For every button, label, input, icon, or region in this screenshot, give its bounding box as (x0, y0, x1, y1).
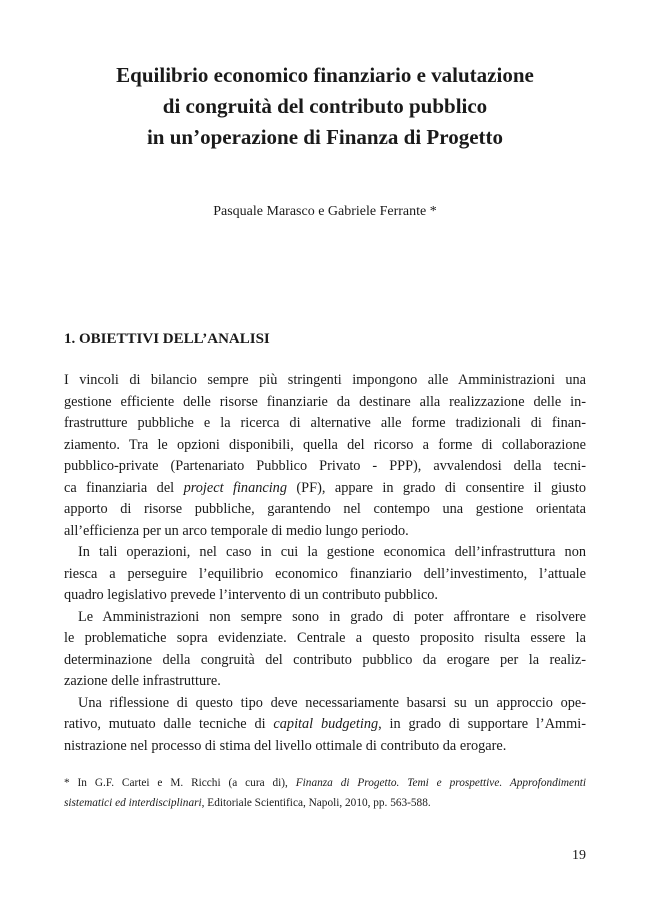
text-segment: (PF), appare in grado di consentire il giusto (286, 479, 586, 496)
text-line: riesca a perseguire l’equilibrio economico finanziario dell’investimento, l’attuale (64, 565, 586, 582)
title-line: Equilibrio economico finanziario e valutazione (116, 63, 534, 87)
text-line: quadro legislativo prevede l’intervento di un contributo pubblico. (64, 587, 439, 603)
text-line (64, 714, 586, 736)
title-line: di congruità del contributo pubblico (162, 94, 488, 118)
text-line (64, 478, 586, 500)
text-line: gestione efficiente delle risorse finanziarie da destinare alla realizzazione delle in- (64, 393, 586, 410)
body-text (64, 370, 586, 757)
text-line: ziamento. Tra le opzioni disponibili, quella del ricorso a forme di collaborazione (64, 436, 586, 453)
text-line: zazione delle infrastrutture. (64, 673, 221, 689)
title-line: in un’operazione di Finanza di Progetto (146, 125, 504, 149)
page-number: 19 (572, 848, 586, 863)
text-segment: , Editoriale Scientifica, Napoli, 2010, pp. 563-588. (201, 797, 431, 809)
text-line: apporto di risorse pubbliche, garantendo nel contempo una gestione orientata (64, 501, 586, 517)
text-segment: , in grado di supportare l’Ammi- (378, 716, 586, 732)
text-line: Una riflessione di questo tipo deve necessariamente basarsi su un approccio ope- (78, 694, 586, 711)
text-line: nistrazione nel processo di stima del livello ottimale di contributo da erogare. (64, 737, 507, 754)
section-heading: 1. OBIETTIVI DELL’ANALISI (64, 331, 270, 347)
text-line: pubblico-private (Partenariato Pubblico Privato - PPP), avvalendosi della tecni- (64, 458, 586, 474)
authors: Pasquale Marasco e Gabriele Ferrante * (213, 204, 437, 219)
text-line: frastrutture pubbliche e la ricerca di alternative alle forme tradizionali di finan- (64, 415, 586, 431)
italic-term: project financing (183, 479, 287, 496)
text-segment: ca finanziaria del (64, 479, 184, 496)
italic-term: sistematici ed interdisciplinari (64, 797, 202, 809)
italic-term: Finanza di Progetto. Temi e prospettive. Approfondimenti (295, 777, 586, 789)
text-line: all’efficienza per un arco temporale di medio lungo periodo. (64, 522, 409, 539)
text-segment: rativo, mutuato dalle tecniche di (64, 716, 274, 732)
text-line: le problematiche sopra evidenziate. Centrale a questo proposito risulta essere la (64, 630, 586, 646)
text-segment: * In G.F. Cartei e M. Ricchi (a cura di), (64, 777, 296, 789)
footnote-line (64, 773, 586, 793)
text-line: Le Amministrazioni non sempre sono in grado di poter affrontare e risolvere (78, 608, 586, 625)
footnote-line (64, 793, 586, 813)
footnote (64, 773, 586, 813)
text-line: In tali operazioni, nel caso in cui la gestione economica dell’infrastruttura non (78, 544, 586, 560)
text-line: determinazione della congruità del contributo pubblico da erogare per la realiz- (64, 651, 586, 668)
italic-term: capital budgeting (273, 716, 379, 732)
text-line: I vincoli di bilancio sempre più stringenti impongono alle Amministrazioni una (64, 372, 586, 388)
page-title (40, 60, 610, 153)
